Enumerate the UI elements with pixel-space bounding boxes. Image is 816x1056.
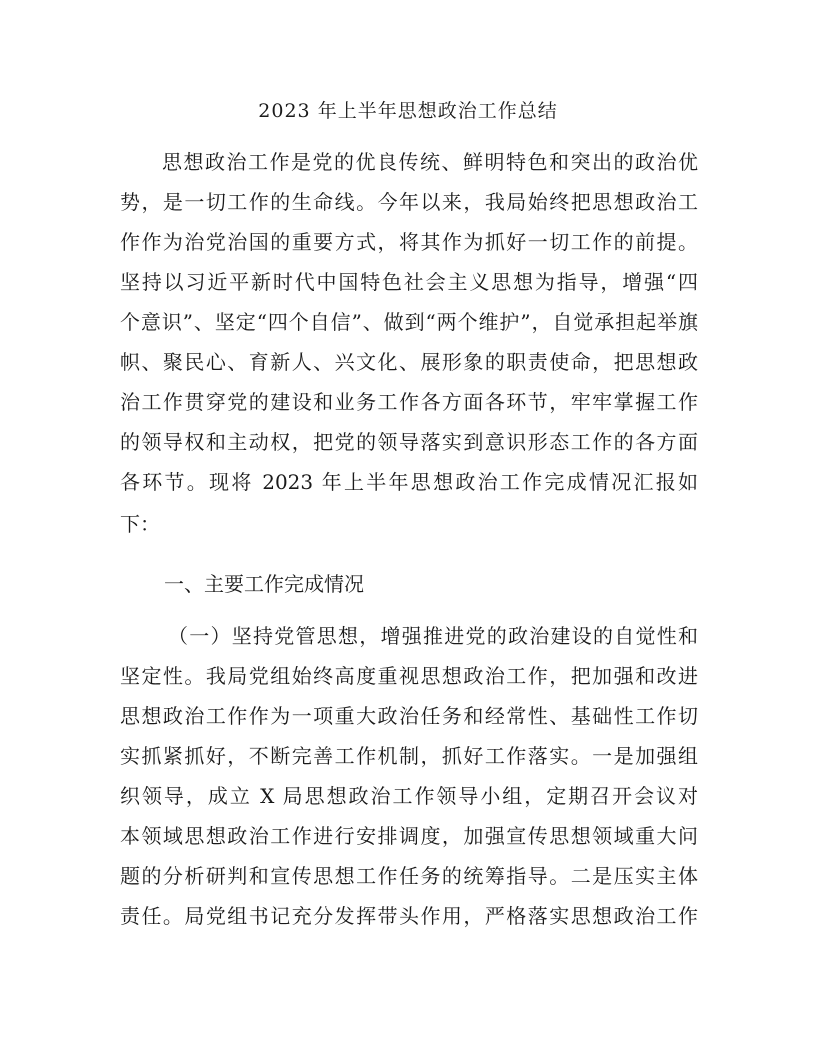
paragraph-line: 作作为治党治国的重要方式，将其作为抓好一切工作的前提。 [120, 230, 698, 254]
paragraph-line: 织领导，成立 X 局思想政治工作领导小组，定期召开会议对 [120, 784, 698, 808]
paragraph-line: 责任。局党组书记充分发挥带头作用，严格落实思想政治工作 [120, 904, 698, 928]
section-heading: 一、主要工作完成情况 [164, 572, 364, 596]
document-title: 2023 年上半年思想政治工作总结 [258, 100, 558, 122]
paragraph-line: 下： [120, 512, 160, 536]
paragraph-line: 帜、聚民心、育新人、兴文化、展形象的职责使命，把思想政 [120, 350, 698, 374]
paragraph-line: 治工作贯穿党的建设和业务工作各方面各环节，牢牢掌握工作 [120, 390, 698, 414]
paragraph-line: 题的分析研判和宣传思想工作任务的统筹指导。二是压实主体 [120, 864, 698, 888]
paragraph-line: （一）坚持党管思想，增强推进党的政治建设的自觉性和 [168, 624, 698, 648]
paragraph-line: 势，是一切工作的生命线。今年以来，我局始终把思想政治工 [120, 190, 698, 214]
paragraph-line: 思想政治工作作为一项重大政治任务和经常性、基础性工作切 [120, 704, 698, 728]
paragraph-line: 坚持以习近平新时代中国特色社会主义思想为指导，增强“四 [120, 270, 698, 294]
paragraph-line: 各环节。现将 2023 年上半年思想政治工作完成情况汇报如 [120, 470, 698, 494]
paragraph-line: 坚定性。我局党组始终高度重视思想政治工作，把加强和改进 [120, 664, 698, 688]
paragraph-line: 实抓紧抓好，不断完善工作机制，抓好工作落实。一是加强组 [120, 744, 698, 768]
paragraph-line: 本领域思想政治工作进行安排调度，加强宣传思想领域重大问 [120, 824, 698, 848]
paragraph-line: 思想政治工作是党的优良传统、鲜明特色和突出的政治优 [162, 150, 698, 174]
paragraph-line: 的领导权和主动权，把党的领导落实到意识形态工作的各方面 [120, 430, 698, 454]
paragraph-line: 个意识”、坚定“四个自信”、做到“两个维护”，自觉承担起举旗 [120, 310, 698, 334]
